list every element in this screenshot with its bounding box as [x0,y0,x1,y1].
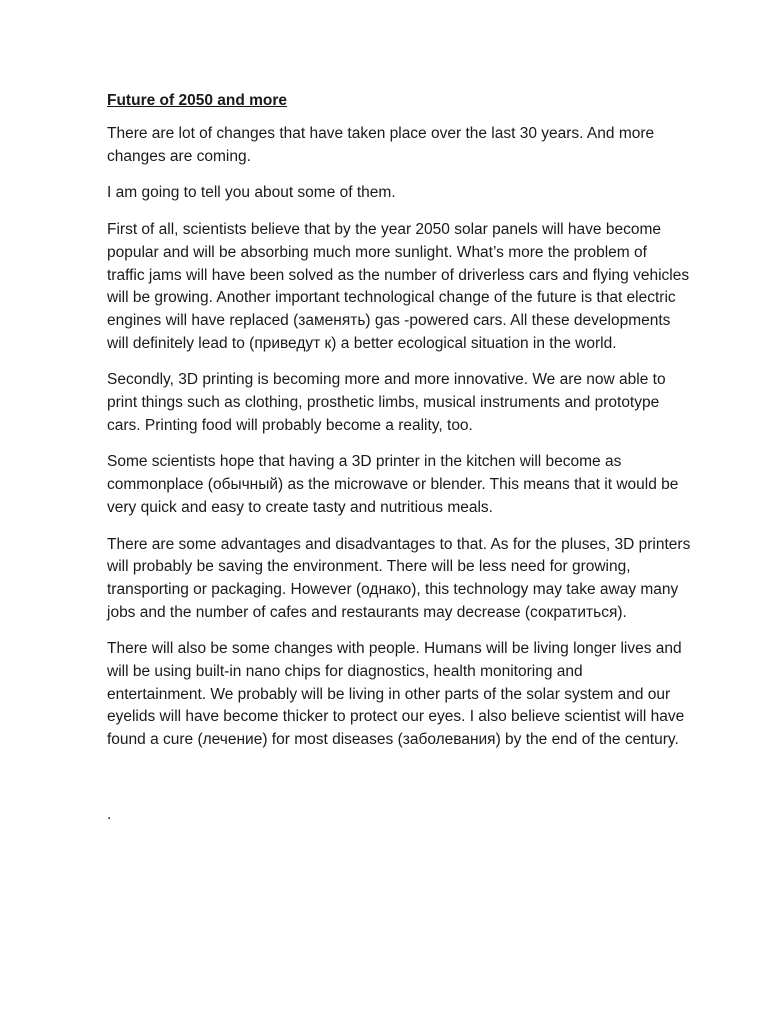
paragraph-first-of-all [107,219,719,355]
text-line: will be growing. Another important technological change of the future is that electric [107,289,676,307]
text-line: entertainment. We probably will be living in other parts of the solar system and our [107,685,671,703]
paragraph-advantages [107,534,719,625]
text-line: popular and will be absorbing much more sunlight. What’s more the problem of [107,243,647,261]
trailing-period: . [107,806,112,823]
paragraph-people-changes [107,638,719,752]
text-line: commonplace (обычный) as the microwave or blender. This means that it would be [107,476,679,494]
text-line: There will also be some changes with people. Humans will be living longer lives and [107,640,682,658]
text-line: Secondly, 3D printing is becoming more and more innovative. We are now able to [107,371,666,389]
text-line: First of all, scientists believe that by the year 2050 solar panels will have become [107,221,661,239]
document-title: Future of 2050 and more [107,92,288,109]
paragraph-3d-printing [107,369,719,437]
text-line: transporting or packaging. However (однако), this technology may take away many [107,580,679,598]
paragraph-kitchen-printer [107,451,719,519]
paragraph-changes-intro [107,123,719,168]
text-line: print things such as clothing, prosthetic limbs, musical instruments and prototype [107,394,660,412]
text-line: found a cure (лечение) for most diseases (заболевания) by the end of the century. [107,731,679,749]
text-line: There are lot of changes that have taken place over the last 30 years. And more [107,125,655,142]
text-line: jobs and the number of cafes and restaurants may decrease (сократиться). [107,603,627,621]
text-line: cars. Printing food will probably become a reality, too. [107,416,473,434]
text-line: will probably be saving the environment. There will be less need for growing, [107,558,631,576]
text-line: very quick and easy to create tasty and nutritious meals. [107,498,493,516]
text-line: traffic jams will have been solved as the number of driverless cars and flying vehicles [107,266,690,284]
text-line: will be using built-in nano chips for diagnostics, health monitoring and [107,663,583,681]
text-line: engines will have replaced (заменять) gas -powered cars. All these developments [107,311,671,329]
text-line: changes are coming. [107,147,251,165]
text-line: There are some advantages and disadvantages to that. As for the pluses, 3D printers [107,535,691,553]
text-line: will definitely lead to (приведут к) a better ecological situation in the world. [107,334,617,352]
paragraph-tell-you [107,182,719,205]
text-line: Some scientists hope that having a 3D printer in the kitchen will become as [107,453,622,471]
text-line: eyelids will have become thicker to protect our eyes. I also believe scientist will have [107,708,685,726]
document-body [107,90,719,766]
text-line: I am going to tell you about some of them. [107,184,396,202]
